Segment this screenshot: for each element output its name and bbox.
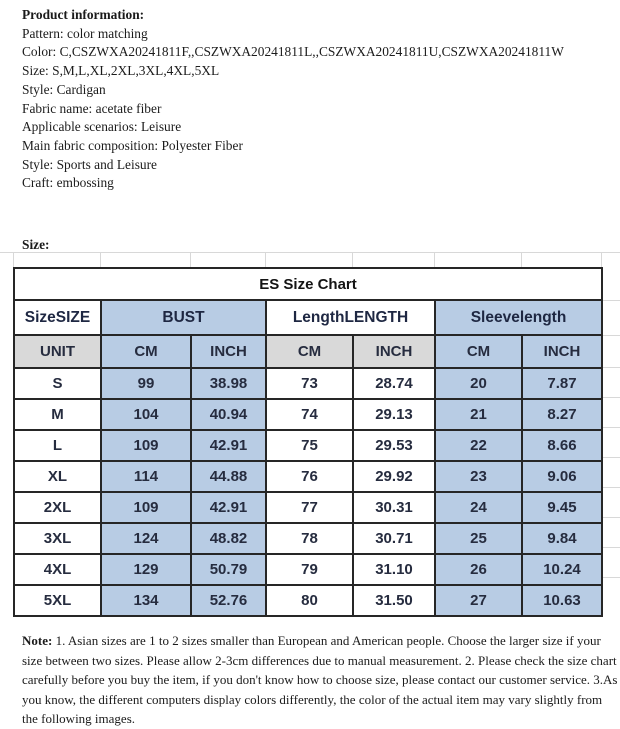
value-cell: 29.13	[353, 399, 435, 430]
value-cell: 9.06	[522, 461, 602, 492]
size-cell: S	[14, 368, 101, 399]
value-cell: 109	[101, 430, 191, 461]
spreadsheet-gridline	[602, 427, 620, 428]
value-cell: 27	[435, 585, 522, 616]
value-cell: 10.63	[522, 585, 602, 616]
product-info-section	[22, 6, 612, 193]
spreadsheet-gridline	[602, 397, 620, 398]
product-info-line: Craft: embossing	[22, 175, 114, 191]
value-cell: 38.98	[191, 368, 266, 399]
value-cell: 8.27	[522, 399, 602, 430]
product-info-line: Pattern: color matching	[22, 25, 148, 41]
size-chart-title: ES Size Chart	[14, 268, 602, 300]
product-info-line: Style: Cardigan	[22, 81, 106, 97]
size-cell: XL	[14, 461, 101, 492]
product-info-line: Applicable scenarios: Leisure	[22, 119, 182, 135]
value-cell: 109	[101, 492, 191, 523]
product-info-line: Size: S,M,L,XL,2XL,3XL,4XL,5XL	[22, 63, 220, 79]
size-cell: L	[14, 430, 101, 461]
value-cell: 8.66	[522, 430, 602, 461]
value-cell: 48.82	[191, 523, 266, 554]
note-text: 1. Asian sizes are 1 to 2 sizes smaller than European and American people. Choose the larger size if your size between two sizes. Please allow 2-3cm differences due to manual measurement. 2. Please check the size chart carefully before you buy the item, if you don't know how to choose size, please contact our customer service. 3.As you know, the different computers display colors differently, the color of the actual item may vary slightly from the following images.	[22, 633, 618, 727]
value-cell: 75	[266, 430, 353, 461]
col-group-size-header: SizeSIZE	[14, 300, 101, 335]
unit-cell: CM	[266, 335, 353, 368]
value-cell: 25	[435, 523, 522, 554]
value-cell: 129	[101, 554, 191, 585]
spreadsheet-gridline	[265, 252, 266, 267]
spreadsheet-gridline	[434, 252, 435, 267]
unit-cell: INCH	[353, 335, 435, 368]
spreadsheet-gridline	[602, 457, 620, 458]
value-cell: 28.74	[353, 368, 435, 399]
spreadsheet-gridline	[602, 577, 620, 578]
value-cell: 9.45	[522, 492, 602, 523]
size-cell: 4XL	[14, 554, 101, 585]
value-cell: 124	[101, 523, 191, 554]
col-group-bust-header: BUST	[101, 300, 266, 335]
value-cell: 29.53	[353, 430, 435, 461]
value-cell: 26	[435, 554, 522, 585]
note-label: Note:	[22, 633, 53, 648]
product-info-line: Color: C,CSZWXA20241811F,,CSZWXA20241811L,,CSZWXA20241811U,CSZWXA20241811W	[22, 44, 564, 60]
spreadsheet-gridline	[0, 252, 620, 253]
spreadsheet-gridline	[100, 252, 101, 267]
value-cell: 42.91	[191, 492, 266, 523]
value-cell: 42.91	[191, 430, 266, 461]
value-cell: 77	[266, 492, 353, 523]
table-row	[14, 430, 602, 461]
product-info-lines	[22, 25, 612, 193]
value-cell: 10.24	[522, 554, 602, 585]
value-cell: 24	[435, 492, 522, 523]
value-cell: 30.71	[353, 523, 435, 554]
table-row	[14, 492, 602, 523]
table-row	[14, 523, 602, 554]
product-info-line: Fabric name: acetate fiber	[22, 100, 162, 116]
spreadsheet-gridline	[602, 367, 620, 368]
spreadsheet-gridline	[13, 252, 14, 267]
size-section-label: Size:	[22, 237, 50, 252]
table-row	[14, 554, 602, 585]
spreadsheet-gridline	[521, 252, 522, 267]
table-row	[14, 585, 602, 616]
value-cell: 114	[101, 461, 191, 492]
spreadsheet-gridline	[190, 252, 191, 267]
spreadsheet-gridline	[602, 335, 620, 336]
spreadsheet-gridline	[602, 547, 620, 548]
table-row	[14, 461, 602, 492]
size-cell: M	[14, 399, 101, 430]
value-cell: 20	[435, 368, 522, 399]
spreadsheet-gridline	[352, 252, 353, 267]
size-cell: 3XL	[14, 523, 101, 554]
value-cell: 79	[266, 554, 353, 585]
col-group-sleevelength-header: Sleevelength	[435, 300, 602, 335]
value-cell: 30.31	[353, 492, 435, 523]
spreadsheet-gridline	[602, 517, 620, 518]
value-cell: 99	[101, 368, 191, 399]
unit-cell: CM	[101, 335, 191, 368]
value-cell: 9.84	[522, 523, 602, 554]
size-cell: 5XL	[14, 585, 101, 616]
value-cell: 74	[266, 399, 353, 430]
value-cell: 22	[435, 430, 522, 461]
value-cell: 52.76	[191, 585, 266, 616]
table-row	[14, 399, 602, 430]
unit-cell: CM	[435, 335, 522, 368]
value-cell: 7.87	[522, 368, 602, 399]
value-cell: 40.94	[191, 399, 266, 430]
col-group-length-header: LengthLENGTH	[266, 300, 435, 335]
unit-cell: INCH	[191, 335, 266, 368]
product-info-heading: Product information:	[22, 7, 145, 22]
spreadsheet-gridline	[601, 252, 602, 267]
value-cell: 31.10	[353, 554, 435, 585]
note-paragraph	[22, 631, 619, 729]
spreadsheet-gridline	[602, 300, 620, 301]
value-cell: 21	[435, 399, 522, 430]
product-info-line: Main fabric composition: Polyester Fiber	[22, 137, 243, 153]
size-cell: 2XL	[14, 492, 101, 523]
value-cell: 104	[101, 399, 191, 430]
value-cell: 50.79	[191, 554, 266, 585]
value-cell: 73	[266, 368, 353, 399]
unit-cell: INCH	[522, 335, 602, 368]
value-cell: 76	[266, 461, 353, 492]
value-cell: 31.50	[353, 585, 435, 616]
unit-header-cell: UNIT	[14, 335, 101, 368]
value-cell: 80	[266, 585, 353, 616]
spreadsheet-gridline	[602, 487, 620, 488]
value-cell: 78	[266, 523, 353, 554]
table-row	[14, 368, 602, 399]
value-cell: 23	[435, 461, 522, 492]
size-chart-table	[13, 267, 603, 617]
value-cell: 29.92	[353, 461, 435, 492]
value-cell: 44.88	[191, 461, 266, 492]
value-cell: 134	[101, 585, 191, 616]
product-info-line: Style: Sports and Leisure	[22, 156, 158, 172]
